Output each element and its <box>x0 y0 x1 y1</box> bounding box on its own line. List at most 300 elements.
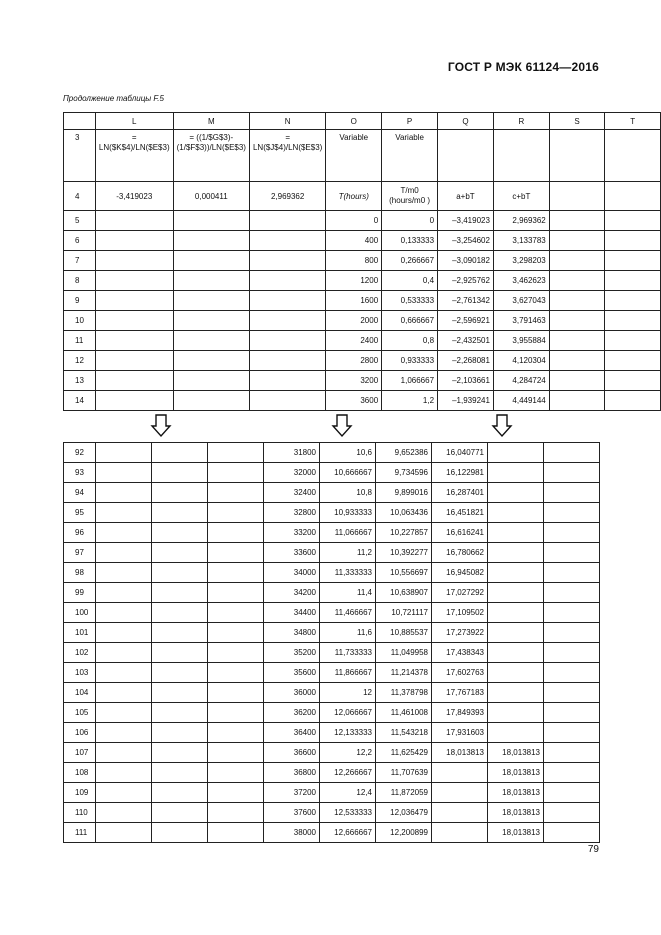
cell-R: 17,027292 <box>432 583 488 603</box>
cell-Q: 11,625429 <box>376 743 432 763</box>
cell-S <box>488 543 544 563</box>
cell-L <box>95 211 173 231</box>
bottom-data-body <box>64 443 600 843</box>
cell-O: 36600 <box>264 743 320 763</box>
cell-N <box>208 523 264 543</box>
cell-M <box>152 823 208 843</box>
cell-M <box>152 483 208 503</box>
row-number: 6 <box>64 231 96 251</box>
cell-S <box>549 371 605 391</box>
table-row <box>64 743 600 763</box>
cell-P: 11,6 <box>320 623 376 643</box>
table-row <box>64 823 600 843</box>
formula-cell <box>605 130 661 182</box>
cell-N: 2,969362 <box>249 182 325 211</box>
cell-O: 2000 <box>326 311 382 331</box>
cell-M <box>152 463 208 483</box>
cell-L <box>96 643 152 663</box>
cell-S: 18,013813 <box>488 783 544 803</box>
cell-L <box>96 543 152 563</box>
row-number: 109 <box>64 783 96 803</box>
cell-M <box>152 523 208 543</box>
table-bottom <box>63 442 600 843</box>
cell-L <box>95 291 173 311</box>
cell-Q: 9,899016 <box>376 483 432 503</box>
cell-M <box>152 563 208 583</box>
cell-Q: 10,721117 <box>376 603 432 623</box>
cell-L <box>95 331 173 351</box>
cell-P: 12,533333 <box>320 803 376 823</box>
cell-L <box>96 723 152 743</box>
cell-S <box>488 563 544 583</box>
row-number: 92 <box>64 443 96 463</box>
cell-R: 3,133783 <box>493 231 549 251</box>
cell-L <box>96 823 152 843</box>
cell-O: 33200 <box>264 523 320 543</box>
table-row <box>64 443 600 463</box>
cell-N <box>249 351 325 371</box>
cell-Q: 10,227857 <box>376 523 432 543</box>
cell-N <box>208 703 264 723</box>
table-row <box>64 291 661 311</box>
cell-N <box>208 683 264 703</box>
formula-cell: = LN($K$4)/LN($E$3) <box>95 130 173 182</box>
table-caption: Продолжение таблицы F.5 <box>63 94 164 103</box>
cell-R: 17,109502 <box>432 603 488 623</box>
cell-S <box>488 483 544 503</box>
cell-N <box>208 543 264 563</box>
cell-Q: 10,392277 <box>376 543 432 563</box>
cell-P: 10,6 <box>320 443 376 463</box>
cell-O: 37600 <box>264 803 320 823</box>
cell-L <box>96 603 152 623</box>
cell-R: 17,438343 <box>432 643 488 663</box>
row-number: 14 <box>64 391 96 411</box>
cell-P: T/m0 (hours/m0 ) <box>382 182 438 211</box>
cell-L <box>96 763 152 783</box>
row-number: 3 <box>64 130 96 182</box>
parameter-row <box>64 182 661 211</box>
cell-Q: –2,761342 <box>438 291 494 311</box>
cell-N <box>249 271 325 291</box>
cell-P: 0,8 <box>382 331 438 351</box>
cell-S <box>488 583 544 603</box>
cell-M <box>173 331 249 351</box>
cell-S: 18,013813 <box>488 823 544 843</box>
table-row <box>64 643 600 663</box>
cell-Q: 9,652386 <box>376 443 432 463</box>
col-header: O <box>326 113 382 130</box>
cell-M <box>152 803 208 823</box>
cell-P: 0 <box>382 211 438 231</box>
cell-T <box>605 371 661 391</box>
cell-P: 10,8 <box>320 483 376 503</box>
cell-R: 4,120304 <box>493 351 549 371</box>
cell-R: 18,013813 <box>432 743 488 763</box>
row-number: 93 <box>64 463 96 483</box>
cell-M <box>152 743 208 763</box>
cell-L <box>96 563 152 583</box>
cell-O: 34000 <box>264 563 320 583</box>
row-number: 13 <box>64 371 96 391</box>
cell-P: 0,133333 <box>382 231 438 251</box>
cell-N <box>249 391 325 411</box>
cell-R <box>432 803 488 823</box>
cell-S <box>549 391 605 411</box>
cell-M <box>173 231 249 251</box>
cell-O: 34200 <box>264 583 320 603</box>
cell-P: 12,666667 <box>320 823 376 843</box>
cell-O: 37200 <box>264 783 320 803</box>
cell-M <box>152 783 208 803</box>
cell-Q: 11,872059 <box>376 783 432 803</box>
table-row <box>64 391 661 411</box>
cell-R: 17,931603 <box>432 723 488 743</box>
formula-cell: = LN($J$4)/LN($E$3) <box>249 130 325 182</box>
cell-Q: –2,925762 <box>438 271 494 291</box>
cell-O: 34400 <box>264 603 320 623</box>
cell-Q: 10,556697 <box>376 563 432 583</box>
cell-L <box>96 503 152 523</box>
cell-T <box>544 823 600 843</box>
cell-P: 1,2 <box>382 391 438 411</box>
cell-S <box>488 703 544 723</box>
cell-T <box>544 583 600 603</box>
table-row <box>64 211 661 231</box>
cell-M <box>173 291 249 311</box>
page-number: 79 <box>587 844 599 855</box>
cell-R: 17,273922 <box>432 623 488 643</box>
cell-Q: 10,063436 <box>376 503 432 523</box>
cell-T <box>544 623 600 643</box>
cell-P: 12,066667 <box>320 703 376 723</box>
row-number: 98 <box>64 563 96 583</box>
cell-Q: –3,254602 <box>438 231 494 251</box>
cell-M <box>173 251 249 271</box>
cell-M <box>173 211 249 231</box>
cell-R <box>432 783 488 803</box>
cell-Q: –2,268081 <box>438 351 494 371</box>
row-number: 104 <box>64 683 96 703</box>
cell-T <box>605 351 661 371</box>
table-row <box>64 311 661 331</box>
table-row <box>64 563 600 583</box>
cell-P: 11,333333 <box>320 563 376 583</box>
cell-O: T(hours) <box>326 182 382 211</box>
col-header <box>64 113 96 130</box>
col-header: M <box>173 113 249 130</box>
cell-Q: 11,707639 <box>376 763 432 783</box>
cell-M <box>152 703 208 723</box>
cell-T <box>605 271 661 291</box>
table-row <box>64 371 661 391</box>
cell-L <box>96 683 152 703</box>
row-number: 7 <box>64 251 96 271</box>
cell-N <box>208 483 264 503</box>
cell-M <box>152 543 208 563</box>
cell-T <box>544 723 600 743</box>
cell-T <box>544 603 600 623</box>
cell-O: 34800 <box>264 623 320 643</box>
cell-O: 0 <box>326 211 382 231</box>
cell-R: 17,602763 <box>432 663 488 683</box>
cell-Q: 11,378798 <box>376 683 432 703</box>
cell-O: 800 <box>326 251 382 271</box>
cell-S <box>488 643 544 663</box>
table-row <box>64 783 600 803</box>
table-row <box>64 503 600 523</box>
cell-T <box>544 683 600 703</box>
cell-L <box>96 523 152 543</box>
cell-N <box>208 723 264 743</box>
cell-T <box>605 391 661 411</box>
row-number: 9 <box>64 291 96 311</box>
cell-S <box>488 503 544 523</box>
table-row <box>64 603 600 623</box>
cell-M <box>152 583 208 603</box>
cell-R: 3,955884 <box>493 331 549 351</box>
cell-R <box>432 763 488 783</box>
cell-Q: –2,596921 <box>438 311 494 331</box>
table-row <box>64 463 600 483</box>
table-row <box>64 663 600 683</box>
cell-O: 38000 <box>264 823 320 843</box>
cell-M <box>152 603 208 623</box>
formula-cell <box>438 130 494 182</box>
cell-N <box>208 443 264 463</box>
cell-T <box>605 211 661 231</box>
cell-T <box>544 463 600 483</box>
table-row <box>64 523 600 543</box>
cell-Q: –2,103661 <box>438 371 494 391</box>
table-row <box>64 251 661 271</box>
cell-O: 400 <box>326 231 382 251</box>
cell-R: 16,451821 <box>432 503 488 523</box>
cell-L <box>96 463 152 483</box>
cell-O: 32000 <box>264 463 320 483</box>
formula-cell <box>549 130 605 182</box>
cell-R: 17,767183 <box>432 683 488 703</box>
cell-O: 36000 <box>264 683 320 703</box>
cell-O: 36800 <box>264 763 320 783</box>
cell-S <box>549 351 605 371</box>
cell-T <box>605 231 661 251</box>
cell-P: 0,266667 <box>382 251 438 271</box>
cell-P: 0,933333 <box>382 351 438 371</box>
cell-T <box>544 563 600 583</box>
cell-L <box>96 783 152 803</box>
col-header: R <box>493 113 549 130</box>
cell-T <box>605 311 661 331</box>
cell-P: 0,533333 <box>382 291 438 311</box>
cell-R: 2,969362 <box>493 211 549 231</box>
cell-L <box>96 803 152 823</box>
cell-T <box>544 503 600 523</box>
standard-header: ГОСТ Р МЭК 61124—2016 <box>447 60 599 74</box>
row-number: 5 <box>64 211 96 231</box>
top-data-body <box>64 211 661 411</box>
cell-Q: 12,036479 <box>376 803 432 823</box>
cell-Q: –3,090182 <box>438 251 494 271</box>
row-number: 4 <box>64 182 96 211</box>
cell-N <box>208 623 264 643</box>
cell-N <box>208 663 264 683</box>
cell-L <box>96 443 152 463</box>
cell-P: 12,133333 <box>320 723 376 743</box>
cell-P: 0,4 <box>382 271 438 291</box>
cell-O: 32800 <box>264 503 320 523</box>
cell-M <box>152 443 208 463</box>
row-number: 110 <box>64 803 96 823</box>
row-number: 94 <box>64 483 96 503</box>
table-row <box>64 543 600 563</box>
cell-Q: –2,432501 <box>438 331 494 351</box>
cell-Q: 12,200899 <box>376 823 432 843</box>
cell-O: 3200 <box>326 371 382 391</box>
row-number: 101 <box>64 623 96 643</box>
cell-M <box>152 623 208 643</box>
cell-S <box>549 271 605 291</box>
cell-N <box>208 743 264 763</box>
formula-cell: Variable <box>326 130 382 182</box>
cell-M <box>173 311 249 331</box>
cell-N <box>208 503 264 523</box>
cell-T <box>544 703 600 723</box>
cell-P: 10,933333 <box>320 503 376 523</box>
cell-Q: 9,734596 <box>376 463 432 483</box>
cell-R <box>432 823 488 843</box>
cell-Q: 10,885537 <box>376 623 432 643</box>
cell-O: 35200 <box>264 643 320 663</box>
cell-N <box>208 563 264 583</box>
row-number: 97 <box>64 543 96 563</box>
cell-Q: a+bT <box>438 182 494 211</box>
cell-P: 10,666667 <box>320 463 376 483</box>
cell-R: 16,122981 <box>432 463 488 483</box>
cell-S <box>549 251 605 271</box>
cell-M <box>173 271 249 291</box>
formula-cell <box>493 130 549 182</box>
cell-S <box>549 291 605 311</box>
table-row <box>64 351 661 371</box>
cell-O: 2400 <box>326 331 382 351</box>
cell-L <box>95 231 173 251</box>
cell-T <box>544 523 600 543</box>
cell-O: 1200 <box>326 271 382 291</box>
cell-S: 18,013813 <box>488 743 544 763</box>
cell-M <box>173 371 249 391</box>
cell-M <box>152 763 208 783</box>
cell-S: 18,013813 <box>488 763 544 783</box>
cell-N <box>249 291 325 311</box>
cell-Q: –3,419023 <box>438 211 494 231</box>
cell-P: 11,4 <box>320 583 376 603</box>
cell-P: 11,866667 <box>320 663 376 683</box>
row-number: 103 <box>64 663 96 683</box>
column-header-row <box>64 113 661 130</box>
cell-M <box>173 391 249 411</box>
cell-S <box>549 211 605 231</box>
cell-Q: 10,638907 <box>376 583 432 603</box>
cell-N <box>249 211 325 231</box>
cell-N <box>249 251 325 271</box>
cell-R: 3,462623 <box>493 271 549 291</box>
cell-R: 4,449144 <box>493 391 549 411</box>
cell-T <box>544 643 600 663</box>
table-row <box>64 483 600 503</box>
cell-L <box>96 623 152 643</box>
cell-M <box>173 351 249 371</box>
table-row <box>64 763 600 783</box>
cell-N <box>208 463 264 483</box>
row-number: 111 <box>64 823 96 843</box>
cell-T <box>605 182 661 211</box>
table-row <box>64 623 600 643</box>
down-arrow-icon <box>491 414 513 438</box>
table-row <box>64 703 600 723</box>
table-row <box>64 271 661 291</box>
cell-S <box>488 663 544 683</box>
cell-N <box>208 763 264 783</box>
cell-N <box>208 783 264 803</box>
cell-P: 11,2 <box>320 543 376 563</box>
cell-M <box>152 643 208 663</box>
cell-L <box>96 663 152 683</box>
table-row <box>64 331 661 351</box>
continuation-arrows <box>0 414 661 440</box>
cell-Q: 11,049958 <box>376 643 432 663</box>
cell-T <box>544 483 600 503</box>
cell-M: 0,000411 <box>173 182 249 211</box>
col-header: S <box>549 113 605 130</box>
cell-N <box>208 603 264 623</box>
cell-M <box>152 663 208 683</box>
cell-L <box>96 483 152 503</box>
cell-S <box>488 603 544 623</box>
cell-T <box>544 763 600 783</box>
cell-P: 12,266667 <box>320 763 376 783</box>
table-row <box>64 723 600 743</box>
cell-S <box>488 523 544 543</box>
cell-N <box>249 331 325 351</box>
table-row <box>64 583 600 603</box>
formula-cell: = ((1/$G$3)-(1/$F$3))/LN($E$3) <box>173 130 249 182</box>
cell-L <box>95 391 173 411</box>
cell-T <box>544 543 600 563</box>
cell-O: 32400 <box>264 483 320 503</box>
cell-S <box>549 311 605 331</box>
row-number: 11 <box>64 331 96 351</box>
cell-O: 33600 <box>264 543 320 563</box>
cell-O: 2800 <box>326 351 382 371</box>
cell-N <box>249 311 325 331</box>
cell-N <box>249 371 325 391</box>
cell-M <box>152 683 208 703</box>
cell-L <box>95 271 173 291</box>
col-header: L <box>95 113 173 130</box>
cell-M <box>152 503 208 523</box>
row-number: 10 <box>64 311 96 331</box>
cell-N <box>208 583 264 603</box>
cell-O: 3600 <box>326 391 382 411</box>
cell-N <box>208 643 264 663</box>
col-header: T <box>605 113 661 130</box>
cell-R: c+bT <box>493 182 549 211</box>
cell-T <box>605 331 661 351</box>
cell-O: 36200 <box>264 703 320 723</box>
formula-cell: Variable <box>382 130 438 182</box>
col-header: P <box>382 113 438 130</box>
